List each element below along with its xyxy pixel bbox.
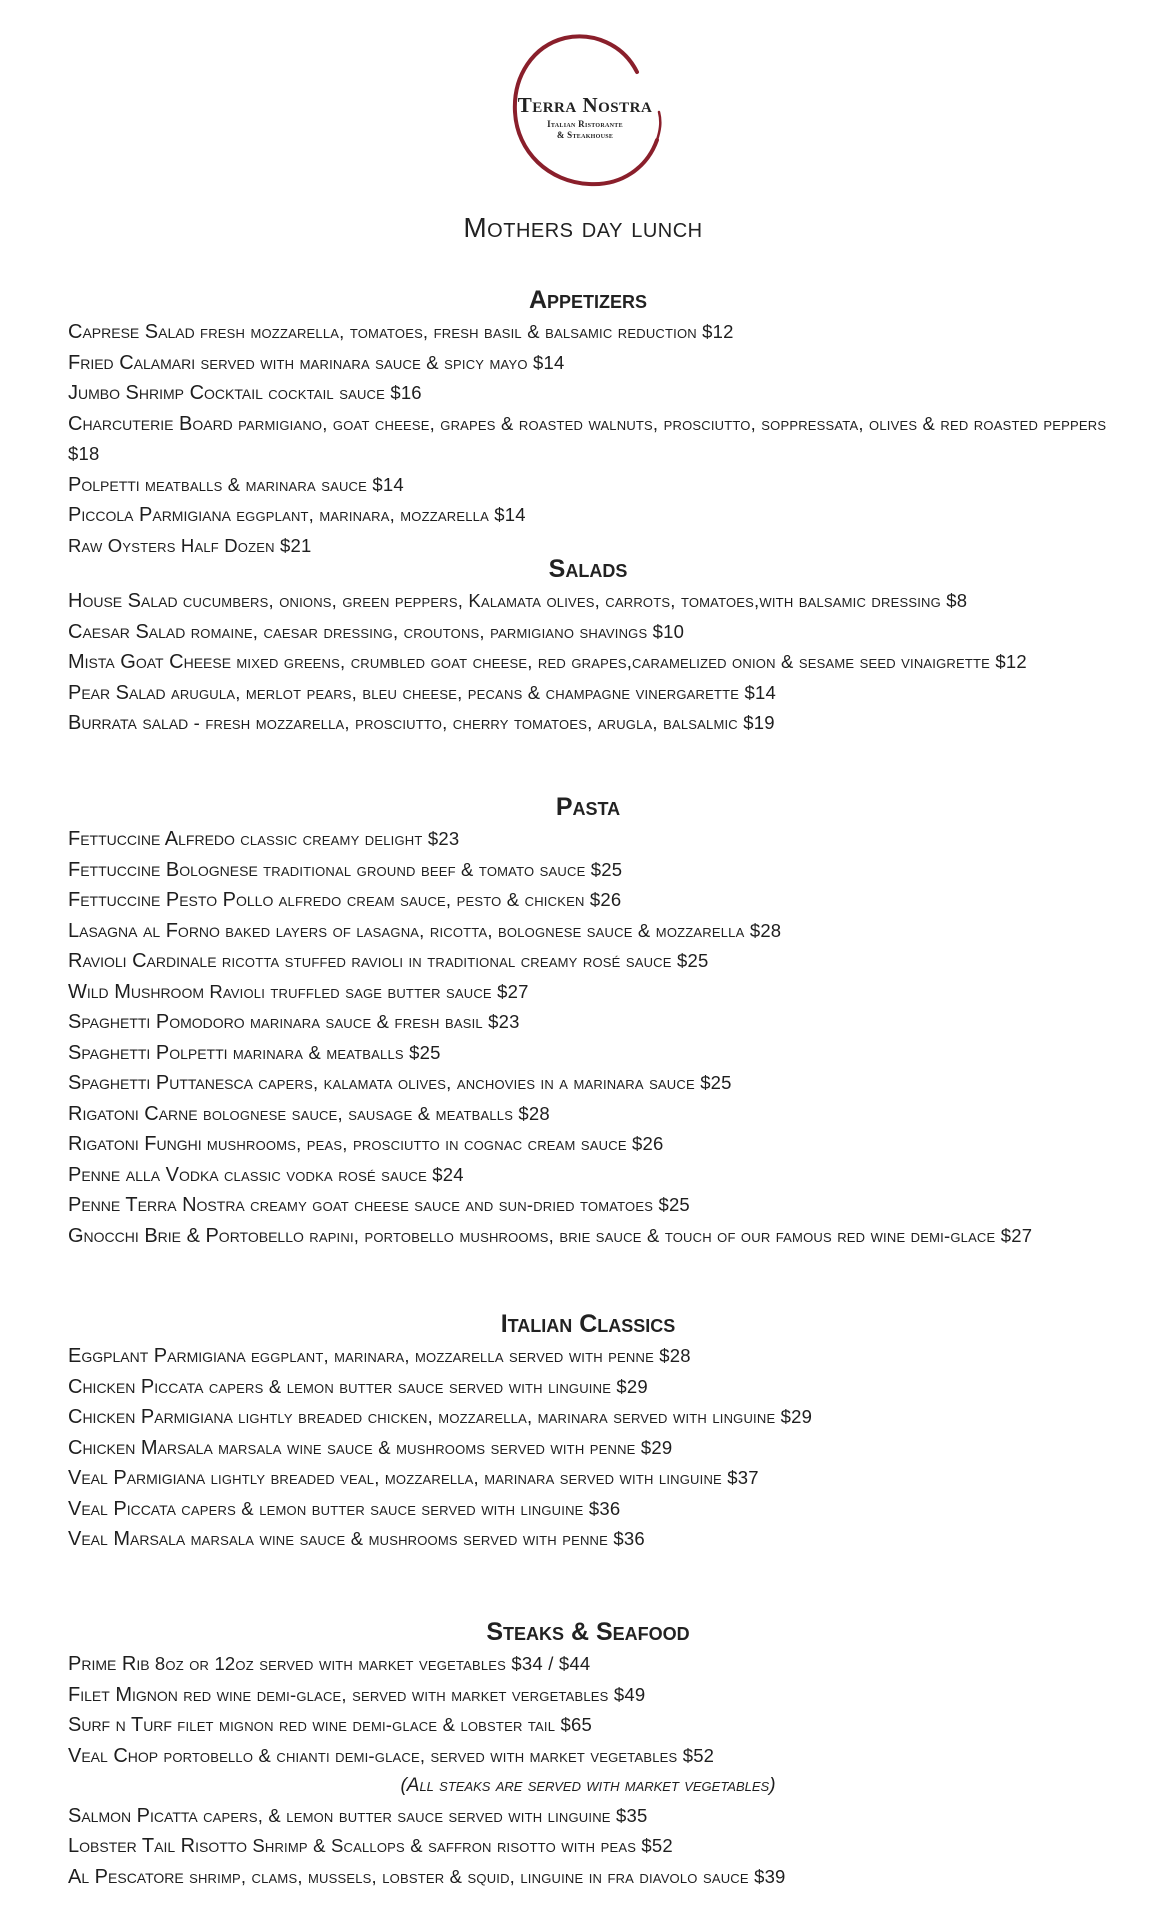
menu-item-description: bolognese sauce, sausage & meatballs $28 [197, 1102, 550, 1124]
menu-item [68, 885, 1108, 916]
menu-item-description: baked layers of lasagna, ricotta, bolognese sauce & mozzarella $28 [219, 919, 782, 941]
menu-item-description: lightly breaded chicken, mozzarella, marinara served with linguine $29 [232, 1406, 813, 1427]
menu-item [68, 1372, 1108, 1403]
menu-item [68, 916, 1108, 947]
menu-item-name: Wild Mushroom [68, 980, 204, 1003]
menu-item-description: eggplant, marinara, mozzarella $14 [230, 504, 526, 525]
menu-item-name: Spaghetti Puttanesca [68, 1072, 253, 1094]
menu-item-description: ricotta stuffed ravioli in traditional creamy rosé sauce $25 [216, 950, 709, 971]
menu-item-name: Mista Goat Cheese [68, 651, 232, 673]
menu-item-name: Fried Calamari [68, 351, 196, 374]
restaurant-logo [505, 28, 665, 196]
menu-item [68, 1433, 1108, 1464]
menu-item [68, 1038, 1108, 1069]
menu-item-description: filet mignon red wine demi-glace & lobster tail $65 [171, 1714, 592, 1735]
menu-item [68, 1801, 1108, 1832]
menu-item [68, 946, 1108, 977]
menu-item-description: mixed greens, crumbled goat cheese, red grapes,caramelized onion & sesame seed vinaigrette $12 [231, 651, 1027, 672]
menu-item [68, 470, 1108, 501]
menu-item-name: Veal Chop [68, 1744, 159, 1767]
menu-item-description: cucumbers, onions, green peppers, Kalamata olives, carrots, tomatoes,with balsamic dressing $8 [177, 590, 968, 611]
menu-item-description: creamy goat cheese sauce and sun-dried tomatoes $25 [244, 1194, 690, 1215]
menu-item-name: Pear Salad [68, 681, 166, 704]
logo-name: Terra Nostra [517, 93, 653, 117]
menu-item-description: romaine, caesar dressing, croutons, parmigiano shavings $10 [185, 620, 685, 642]
seafood-list [68, 1801, 1108, 1893]
menu-item-name: Prime Rib [68, 1653, 150, 1675]
menu-item-description: Raw Oysters Half Dozen $21 [68, 534, 312, 556]
menu-item-description: arugula, merlot pears, bleu cheese, pecans & champagne vinergarette $14 [165, 681, 776, 703]
menu-item-name: Burrata salad [68, 712, 189, 734]
menu-item-description: capers & lemon butter sauce served with linguine $36 [175, 1497, 621, 1519]
menu-item-name: Rigatoni Carne [68, 1102, 198, 1125]
menu-item [68, 855, 1108, 886]
menu-item-description: cocktail sauce $16 [262, 382, 422, 403]
appetizers-list [68, 317, 1108, 561]
menu-item [68, 1680, 1108, 1711]
menu-item-description: 8oz or 12oz served with market vegetables $34 / $44 [149, 1653, 591, 1674]
menu-item [68, 1524, 1108, 1555]
menu-item-name: Eggplant Parmigiana [68, 1345, 246, 1367]
menu-item [68, 1463, 1108, 1494]
menu-item [68, 1402, 1108, 1433]
menu-item-description: marsala wine sauce & mushrooms served with penne $36 [185, 1528, 645, 1549]
section-heading: Italian Classics [500, 1310, 676, 1338]
menu-item [68, 586, 1108, 617]
menu-item-name: Charcuterie Board [68, 412, 233, 435]
menu-item-name: Salmon Picatta [68, 1804, 198, 1827]
menu-item-description: shrimp, clams, mussels, lobster & squid, linguine in fra diavolo sauce $39 [183, 1865, 786, 1887]
menu-item-name: Ravioli Cardinale [68, 950, 217, 972]
menu-item [68, 678, 1108, 709]
menu-item-name: Caesar Salad [68, 620, 186, 643]
menu-item-description: marinara & meatballs $25 [227, 1041, 441, 1063]
menu-item [68, 1068, 1108, 1099]
menu-item-description: alfredo cream sauce, pesto & chicken $26 [273, 889, 622, 910]
menu-item [68, 977, 1108, 1008]
menu-item-name: Lobster Tail Risotto [68, 1835, 247, 1857]
logo-subtitle-2: & Steakhouse [556, 130, 614, 140]
menu-item-name: Spaghetti Polpetti [68, 1041, 228, 1064]
page-title: Mothers day lunch [463, 212, 703, 243]
menu-item [68, 1741, 1108, 1772]
menu-item-description: traditional ground beef & tomato sauce $25 [257, 858, 623, 880]
menu-item [68, 617, 1108, 648]
menu-item [68, 1190, 1108, 1221]
menu-item-description: classic creamy delight $23 [234, 828, 460, 849]
menu-item [68, 348, 1108, 379]
menu-item [68, 1710, 1108, 1741]
menu-item-description: Shrimp & Scallops & saffron risotto with peas $52 [246, 1835, 673, 1856]
menu-item-name: Surf n Turf [68, 1714, 172, 1736]
menu-item-description: marsala wine sauce & mushrooms served with penne $29 [212, 1436, 673, 1458]
logo-subtitle-1: Italian Ristorante [547, 119, 623, 129]
menu-item-description: marinara sauce & fresh basil $23 [244, 1011, 520, 1032]
section-heading: Steaks & Seafood [486, 1618, 690, 1646]
italian-classics-list [68, 1341, 1108, 1555]
menu-item-name: Chicken Piccata [68, 1375, 204, 1398]
section-heading: Pasta [555, 793, 621, 821]
section-salads [68, 552, 1108, 739]
menu-item-description: capers, kalamata olives, anchovies in a marinara sauce $25 [252, 1072, 732, 1093]
menu-item-name: Fettuccine Alfredo [68, 828, 235, 850]
section-heading: Appetizers [528, 286, 648, 314]
menu-item-description: meatballs & marinara sauce $14 [139, 473, 404, 495]
menu-item [68, 1099, 1108, 1130]
menu-item-name: Veal Parmigiana [68, 1467, 206, 1489]
menu-item-description: portobello & chianti demi-glace, served with market vegetables $52 [158, 1744, 715, 1766]
menu-item [68, 708, 1108, 739]
menu-item-description: capers, & lemon butter sauce served with linguine $35 [197, 1804, 648, 1826]
menu-item [68, 1341, 1108, 1372]
menu-item-name: Polpetti [68, 473, 140, 496]
menu-item-description: Ravioli truffled sage butter sauce $27 [204, 980, 529, 1002]
menu-item [68, 647, 1108, 678]
menu-item-description: capers & lemon butter sauce served with linguine $29 [203, 1375, 648, 1397]
menu-item-name: Rigatoni Funghi [68, 1133, 202, 1155]
menu-item-name: Caprese Salad [68, 321, 195, 343]
section-steaks-seafood [68, 1615, 1108, 1892]
steaks-note: (All steaks are served with market vegetables) [400, 1775, 776, 1796]
menu-item-description: eggplant, marinara, mozzarella served with penne $28 [245, 1345, 691, 1366]
menu-item [68, 317, 1108, 348]
salads-list [68, 586, 1108, 739]
menu-item-name: Fettuccine Bolognese [68, 858, 258, 881]
menu-item [68, 378, 1108, 409]
menu-item-description: classic vodka rosé sauce $24 [218, 1163, 464, 1185]
section-pasta [68, 790, 1108, 1251]
menu-item-description: mushrooms, peas, prosciutto in cognac cream sauce $26 [201, 1133, 664, 1154]
menu-item-name: Filet Mignon [68, 1683, 178, 1706]
menu-item [68, 500, 1108, 531]
menu-item-name: Fettuccine Pesto Pollo [68, 889, 274, 911]
menu-item-name: Piccola Parmigiana [68, 504, 231, 526]
menu-item-name: Penne alla Vodka [68, 1163, 219, 1186]
menu-item [68, 1494, 1108, 1525]
menu-item-name: Lasagna al Forno [68, 919, 220, 942]
menu-item-name: Jumbo Shrimp Cocktail [68, 382, 263, 404]
menu-item [68, 1831, 1108, 1862]
menu-item-name: Veal Marsala [68, 1528, 186, 1550]
menu-item [68, 1221, 1108, 1252]
menu-item-description: served with marinara sauce & spicy mayo $14 [195, 351, 565, 373]
pasta-list [68, 824, 1108, 1251]
menu-item-description: rapini, portobello mushrooms, brie sauce & touch of our famous red wine demi-glace $27 [303, 1224, 1033, 1246]
menu-item-description: lightly breaded veal, mozzarella, marinara served with linguine $37 [205, 1467, 759, 1488]
steaks-list [68, 1649, 1108, 1771]
menu-item-description: red wine demi-glace, served with market vergetables $49 [177, 1683, 646, 1705]
menu-item-name: Veal Piccata [68, 1497, 176, 1520]
menu-item-description: fresh mozzarella, tomatoes, fresh basil & balsamic reduction $12 [194, 321, 734, 342]
menu-item-name: Chicken Parmigiana [68, 1406, 233, 1428]
menu-item-name: Chicken Marsala [68, 1436, 213, 1459]
section-italian-classics [68, 1307, 1108, 1555]
menu-item-name: Al Pescatore [68, 1865, 184, 1888]
menu-item-name: Gnocchi Brie & Portobello [68, 1224, 304, 1247]
menu-item [68, 409, 1108, 470]
menu-item [68, 1160, 1108, 1191]
menu-item-name: Penne Terra Nostra [68, 1194, 245, 1216]
menu-item [68, 1649, 1108, 1680]
menu-item [68, 1862, 1108, 1893]
section-heading: Salads [548, 555, 628, 583]
menu-item-description: - fresh mozzarella, prosciutto, cherry tomatoes, arugla, balsalmic $19 [188, 712, 775, 733]
section-appetizers [68, 283, 1108, 561]
menu-item-name: Spaghetti Pomodoro [68, 1011, 245, 1033]
menu-item-name: House Salad [68, 590, 178, 612]
menu-item-description: parmigiano, goat cheese, grapes & roasted walnuts, prosciutto, soppressata, olives & red roasted peppers $18 [68, 412, 1107, 464]
menu-item [68, 1007, 1108, 1038]
menu-item [68, 824, 1108, 855]
menu-item [68, 1129, 1108, 1160]
